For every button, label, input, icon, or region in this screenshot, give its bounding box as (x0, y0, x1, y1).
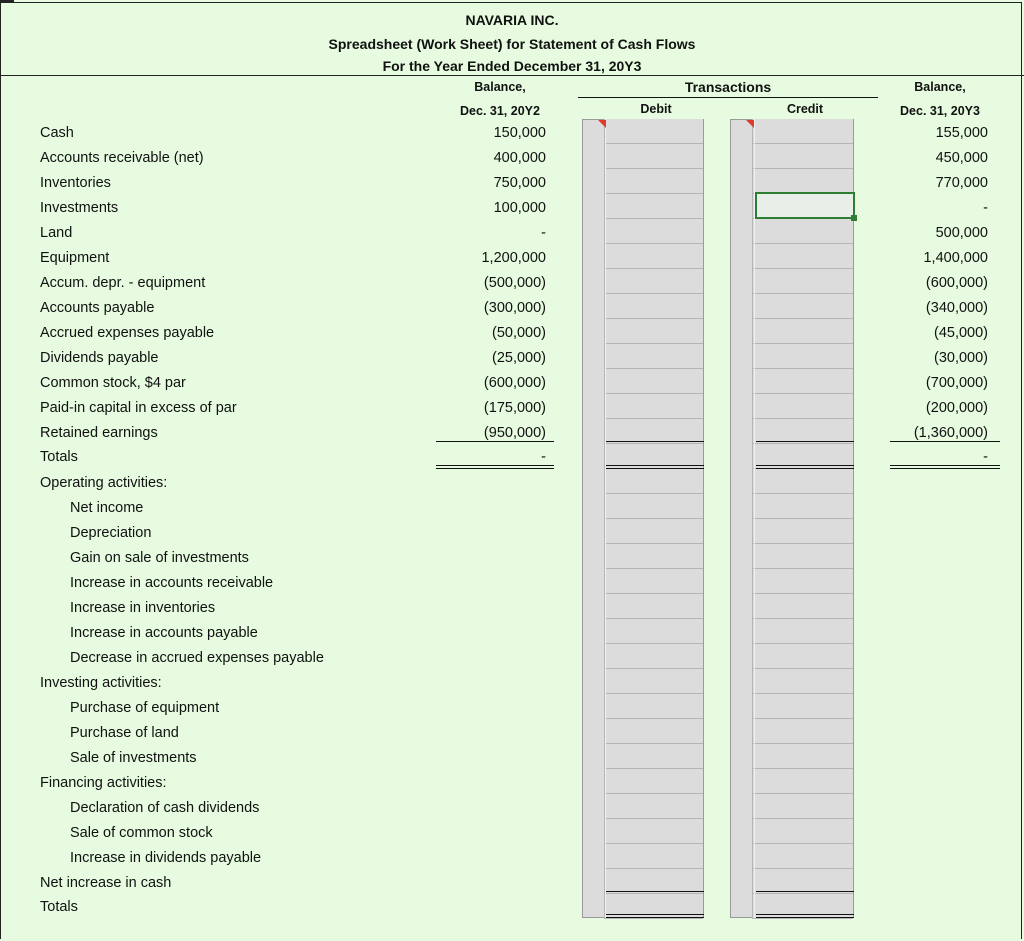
account-label: Equipment (40, 250, 110, 266)
balance-start-value: 750,000 (493, 175, 546, 191)
account-label: Dividends payable (40, 350, 159, 366)
debit-header: Debit (640, 102, 672, 116)
balance-start-value: (500,000) (483, 275, 546, 291)
credit-bottom-underline (756, 891, 854, 892)
section-heading: Investing activities: (40, 675, 162, 691)
worksheet-title: Spreadsheet (Work Sheet) for Statement of Cash Flows (328, 36, 696, 52)
credit-cell[interactable] (752, 519, 853, 544)
credit-bottom-double-underline (756, 917, 854, 918)
credit-double-underline (756, 465, 854, 466)
activity-item: Net income (70, 500, 144, 516)
balance-end-value: (1,360,000) (913, 425, 988, 441)
credit-total-underline (756, 441, 854, 442)
debit-cell[interactable] (604, 144, 703, 169)
credit-double-underline (756, 468, 854, 469)
account-label: Accounts payable (40, 300, 155, 316)
balance-start-value: (600,000) (483, 375, 546, 391)
header-rule (0, 75, 1024, 76)
credit-cell[interactable] (752, 219, 853, 244)
debit-cell[interactable] (604, 769, 703, 794)
credit-cell[interactable] (752, 369, 853, 394)
credit-cell[interactable] (752, 469, 853, 494)
net-increase-label: Net increase in cash (40, 875, 172, 891)
credit-cell[interactable] (752, 344, 853, 369)
transactions-header: Transactions (684, 79, 772, 95)
balance-start-value: 1,200,000 (481, 250, 546, 266)
balance-end-value: 1,400,000 (923, 250, 988, 266)
activity-item: Purchase of land (70, 725, 179, 741)
debit-cell[interactable] (604, 894, 703, 919)
activity-item: Purchase of equipment (70, 700, 220, 716)
credit-cell[interactable] (752, 694, 853, 719)
credit-header: Credit (786, 102, 824, 116)
fill-handle-icon[interactable] (851, 215, 857, 221)
credit-cell[interactable] (752, 719, 853, 744)
balance-start-value: (950,000) (483, 425, 546, 441)
balance-end-value: (200,000) (925, 400, 988, 416)
credit-cell[interactable] (752, 319, 853, 344)
balance-start-value: - (541, 449, 546, 465)
debit-cell[interactable] (604, 494, 703, 519)
activity-item: Sale of investments (70, 750, 197, 766)
debit-cell[interactable] (604, 744, 703, 769)
activity-item: Increase in dividends payable (70, 850, 262, 866)
balance-start-value: (300,000) (483, 300, 546, 316)
balance-start-value: 150,000 (493, 125, 546, 141)
debit-cell[interactable] (604, 369, 703, 394)
credit-cell[interactable] (752, 844, 853, 869)
account-label: Investments (40, 200, 119, 216)
balance-start-value: (175,000) (483, 400, 546, 416)
balance-end-value: 155,000 (935, 125, 988, 141)
credit-cell[interactable] (752, 494, 853, 519)
debit-cell[interactable] (604, 694, 703, 719)
account-label: Totals (40, 449, 78, 465)
activity-item: Declaration of cash dividends (70, 800, 260, 816)
balance-start-value: 400,000 (493, 150, 546, 166)
balance-start-value: 100,000 (493, 200, 546, 216)
debit-cell[interactable] (604, 194, 703, 219)
balance-end-value: 770,000 (935, 175, 988, 191)
debit-double-underline (606, 465, 704, 466)
credit-cell[interactable] (752, 669, 853, 694)
account-label: Inventories (40, 175, 111, 191)
balance-end-header-1: Balance, (914, 80, 966, 94)
account-label: Retained earnings (40, 425, 158, 441)
debit-cell[interactable] (604, 244, 703, 269)
comment-indicator-icon (598, 120, 606, 128)
account-label: Cash (40, 125, 74, 141)
debit-cell[interactable] (604, 569, 703, 594)
start-double-underline (436, 465, 554, 466)
balance-start-header-1: Balance, (474, 80, 526, 94)
debit-cell[interactable] (604, 669, 703, 694)
debit-cell[interactable] (604, 644, 703, 669)
balance-end-value: (30,000) (933, 350, 988, 366)
start-double-underline (436, 468, 554, 469)
credit-cell-separator (754, 119, 755, 918)
activity-item: Decrease in accrued expenses payable (70, 650, 324, 666)
company-name: NAVARIA INC. (465, 12, 559, 28)
selected-cell[interactable] (755, 192, 855, 219)
credit-bottom-double-underline (756, 914, 854, 915)
end-total-underline (890, 441, 1000, 442)
balance-end-value: (700,000) (925, 375, 988, 391)
debit-cell[interactable] (604, 394, 703, 419)
debit-cell[interactable] (604, 344, 703, 369)
debit-cell[interactable] (604, 844, 703, 869)
credit-cell[interactable] (752, 244, 853, 269)
balance-end-value: (600,000) (925, 275, 988, 291)
credit-cell[interactable] (752, 894, 853, 919)
credit-cell[interactable] (752, 119, 853, 144)
balance-end-value: (340,000) (925, 300, 988, 316)
debit-bottom-double-underline (606, 914, 704, 915)
debit-cell[interactable] (604, 169, 703, 194)
balance-start-header-2: Dec. 31, 20Y2 (460, 104, 540, 118)
debit-cell[interactable] (604, 544, 703, 569)
debit-cell[interactable] (604, 819, 703, 844)
activity-item: Depreciation (70, 525, 152, 541)
credit-cell[interactable] (752, 144, 853, 169)
balance-end-value: 500,000 (935, 225, 988, 241)
account-label: Common stock, $4 par (40, 375, 186, 391)
section-heading: Financing activities: (40, 775, 167, 791)
debit-total-underline (606, 441, 704, 442)
debit-cell[interactable] (604, 219, 703, 244)
credit-cell[interactable] (752, 619, 853, 644)
credit-cell[interactable] (752, 819, 853, 844)
end-double-underline (890, 465, 1000, 466)
comment-indicator-icon (746, 120, 754, 128)
debit-bottom-underline (606, 891, 704, 892)
credit-cell[interactable] (752, 294, 853, 319)
debit-bottom-double-underline (606, 917, 704, 918)
worksheet-frame (0, 2, 1022, 939)
account-label: Paid-in capital in excess of par (40, 400, 237, 416)
account-label: Accounts receivable (net) (40, 150, 204, 166)
debit-cell[interactable] (604, 519, 703, 544)
activity-item: Increase in inventories (70, 600, 216, 616)
credit-cell[interactable] (752, 569, 853, 594)
credit-cell[interactable] (752, 794, 853, 819)
activity-item: Gain on sale of investments (70, 550, 249, 566)
account-label: Accum. depr. - equipment (40, 275, 206, 291)
debit-cell[interactable] (604, 594, 703, 619)
balance-end-value: 450,000 (935, 150, 988, 166)
debit-cell[interactable] (604, 719, 703, 744)
balance-start-value: (25,000) (491, 350, 546, 366)
balance-end-value: - (983, 200, 988, 216)
worksheet-period: For the Year Ended December 31, 20Y3 (382, 58, 642, 74)
debit-cell[interactable] (604, 469, 703, 494)
balance-end-header-2: Dec. 31, 20Y3 (900, 104, 980, 118)
balance-start-value: - (541, 225, 546, 241)
credit-cell[interactable] (752, 544, 853, 569)
debit-cell[interactable] (604, 119, 703, 144)
section-heading: Operating activities: (40, 475, 168, 491)
debit-cell[interactable] (604, 619, 703, 644)
debit-cell[interactable] (604, 294, 703, 319)
start-total-underline (436, 441, 554, 442)
credit-cell[interactable] (752, 744, 853, 769)
credit-cell[interactable] (752, 394, 853, 419)
credit-cell[interactable] (752, 594, 853, 619)
end-double-underline (890, 468, 1000, 469)
debit-cell-separator (605, 119, 606, 918)
credit-cell[interactable] (752, 769, 853, 794)
balance-start-value: (50,000) (491, 325, 546, 341)
activity-item: Increase in accounts payable (70, 625, 258, 641)
account-label: Land (40, 225, 73, 241)
debit-cell[interactable] (604, 794, 703, 819)
debit-cell[interactable] (604, 269, 703, 294)
debit-cell[interactable] (604, 319, 703, 344)
debit-double-underline (606, 468, 704, 469)
activity-item: Sale of common stock (70, 825, 213, 841)
balance-end-value: (45,000) (933, 325, 988, 341)
credit-cell[interactable] (752, 644, 853, 669)
account-label: Accrued expenses payable (40, 325, 215, 341)
totals-label: Totals (40, 899, 78, 915)
balance-end-value: - (983, 449, 988, 465)
credit-cell[interactable] (752, 269, 853, 294)
transactions-underline (578, 97, 878, 98)
credit-cell[interactable] (752, 169, 853, 194)
activity-item: Increase in accounts receivable (70, 575, 274, 591)
